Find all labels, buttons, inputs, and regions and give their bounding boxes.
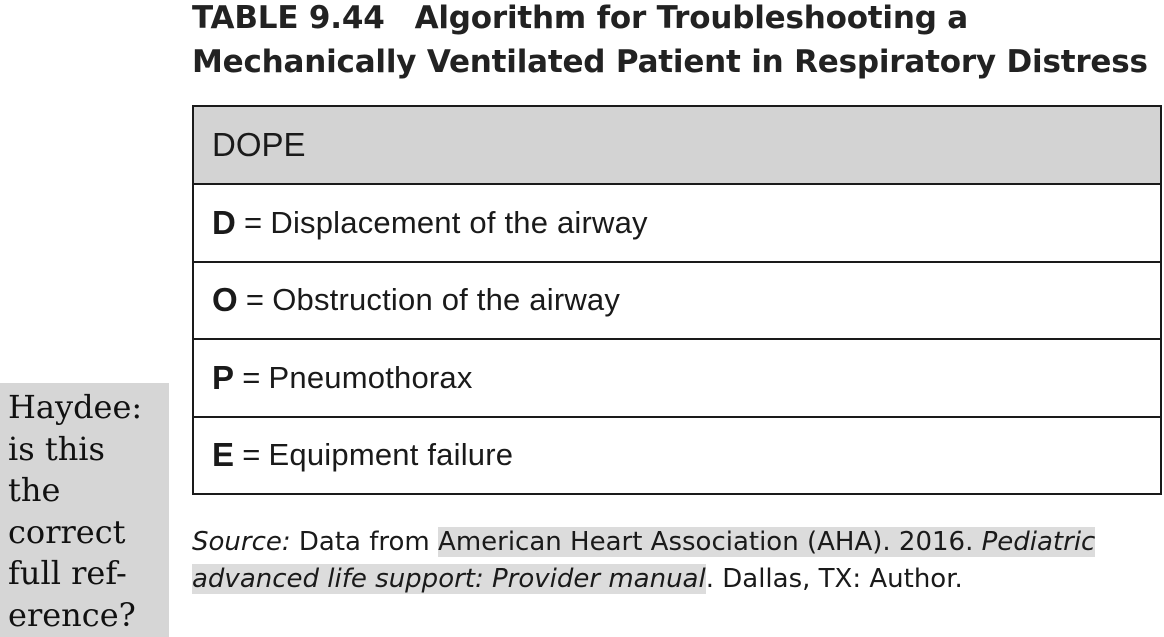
- source-prefix: Data from: [290, 527, 439, 557]
- table-row: [194, 263, 1160, 341]
- row-letter: D: [212, 203, 237, 241]
- source-publisher: . Dallas, TX: Author.: [705, 564, 963, 594]
- table-title: [192, 0, 1164, 84]
- source-author-year: American Heart Association (AHA). 2016.: [438, 527, 982, 557]
- source-title: Pediatric advanced life support: Provider manual: [192, 527, 1096, 594]
- row-text: Equipment failure: [268, 437, 514, 473]
- row-equals: =: [242, 359, 261, 395]
- source-label: Source:: [192, 527, 291, 557]
- row-equals: =: [242, 437, 261, 473]
- row-letter: P: [212, 358, 235, 396]
- row-letter: O: [212, 281, 238, 319]
- row-equals: =: [244, 204, 263, 240]
- row-letter: E: [212, 436, 235, 474]
- table-number: TABLE 9.44: [192, 0, 385, 36]
- table-header: DOPE: [194, 107, 1160, 185]
- table-title-text: Algorithm for Troubleshooting a Mechanically Ventilated Patient in Respiratory Distress: [192, 0, 1148, 80]
- row-text: Pneumothorax: [268, 359, 473, 395]
- source-note: [192, 524, 1164, 598]
- row-equals: =: [245, 282, 265, 318]
- review-comment[interactable]: Haydee: is this the correct full ref- erence?: [0, 383, 169, 637]
- table-row: [194, 340, 1160, 418]
- table-row: [194, 185, 1160, 263]
- dope-table: [192, 105, 1162, 495]
- row-text: Displacement of the airway: [270, 204, 648, 240]
- row-text: Obstruction of the airway: [272, 282, 621, 318]
- table-row: [194, 418, 1160, 496]
